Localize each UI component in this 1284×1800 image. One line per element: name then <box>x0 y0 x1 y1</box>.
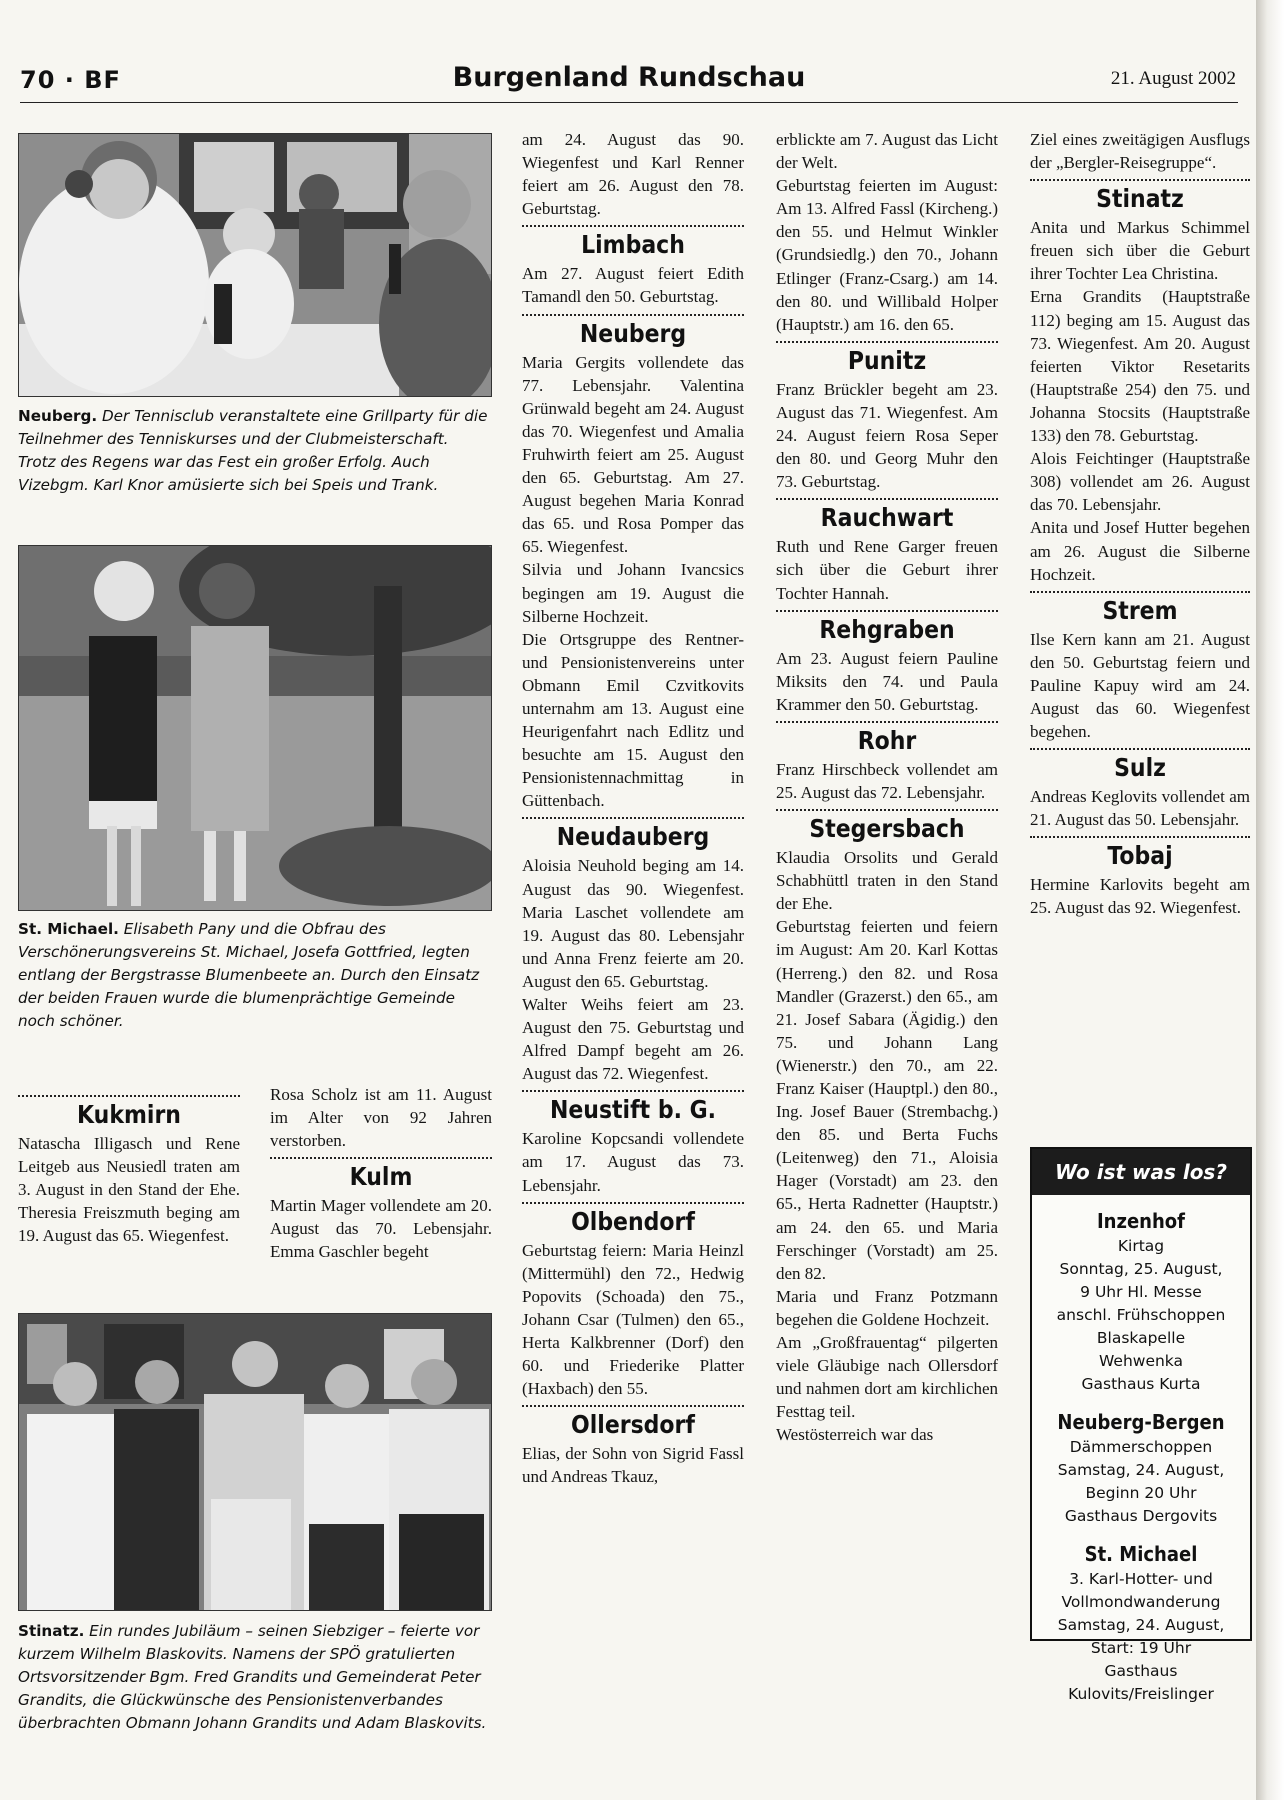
event-line: Gasthaus Dergovits <box>1064 1507 1218 1525</box>
dotted-separator <box>270 1157 492 1159</box>
event-town: St. Michael <box>1084 1542 1198 1566</box>
caption-place: St. Michael. <box>18 920 119 938</box>
article-text: erblickte am 7. August das Licht der Welt. <box>776 130 998 173</box>
dotted-separator <box>522 1090 744 1092</box>
article-text: am 24. August das 90. Wiegenfest und Karl Renner feiert am 26. August den 78. Geburtstag. <box>522 130 744 219</box>
event-line: 9 Uhr Hl. Messe <box>1080 1283 1202 1301</box>
article-text: Elias, der Sohn von Sigrid Fassl und Andreas Tkauz, <box>522 1444 744 1487</box>
dotted-separator <box>1030 179 1250 181</box>
photo-neuberg-grillparty <box>18 133 492 397</box>
column-a <box>18 1090 240 1247</box>
town-heading: Punitz <box>847 345 927 375</box>
column-2 <box>522 128 744 1489</box>
dotted-separator <box>18 1095 240 1097</box>
event-line: Dämmerschoppen <box>1069 1438 1213 1456</box>
section-strem <box>1030 591 1250 743</box>
column-4 <box>1030 128 1250 920</box>
dotted-separator <box>522 1405 744 1407</box>
dotted-separator <box>1030 748 1250 750</box>
event-line: Gasthaus <box>1104 1662 1178 1680</box>
article-text: Geburtstag feiern: Maria Heinzl (Mittermühl) den 72., Hedwig Popovits (Schoada) den 75., Johann Csar (Tulmen) den 65., Herta Kalkbrenner (Dorf) den 60. und Friederike Platter (Haxbach) den 55. <box>522 1240 744 1399</box>
event-neuberg-bergen <box>1032 1408 1250 1528</box>
column-3 <box>776 128 998 1447</box>
article-text: Ziel eines zweitägigen Ausflugs der „Bergler-Reisegruppe“. <box>1030 130 1250 173</box>
column-b <box>270 1083 492 1264</box>
town-heading: Rohr <box>857 725 917 755</box>
page-number: 70 · BF <box>20 66 121 94</box>
section-neudauberg <box>522 817 744 1085</box>
caption-text: Der Tennisclub veranstaltete eine Grillparty für die Teilnehmer des Tenniskurses und der Clubmeisterschaft. Trotz des Regens war das Fest ein großer Erfolg. Auch Vizebgm. Karl Knor amüsierte sich bei Speis und Trank. <box>18 407 488 494</box>
event-line: Blaskapelle <box>1096 1329 1186 1347</box>
caption-place: Neuberg. <box>18 407 98 425</box>
event-line: Samstag, 24. August, <box>1057 1461 1225 1479</box>
section-neustift <box>522 1090 744 1196</box>
town-heading: Sulz <box>1114 753 1166 783</box>
event-town: Neuberg-Bergen <box>1057 1410 1225 1434</box>
article-text: Maria und Franz Potzmann begehen die Goldene Hochzeit. <box>776 1286 998 1329</box>
dotted-separator <box>522 1202 744 1204</box>
article-text: Am 23. August feiern Pauline Miksits den 74. und Paula Krammer den 50. Geburtstag. <box>776 648 998 714</box>
article-text: Aloisia Neuhold beging am 14. August das 90. Wiegenfest. Maria Laschet vollendete am 19. August das 80. Lebensjahr und Anna Frenz feierte am 20. August den 65. Geburtstag. <box>522 856 744 991</box>
section-stegersbach <box>776 809 998 1446</box>
article-text: Alois Feichtinger (Hauptstraße 308) vollendet am 26. August das 70. Lebensjahr. <box>1030 449 1250 515</box>
town-heading: Kulm <box>349 1162 413 1192</box>
section-sulz <box>1030 748 1250 831</box>
town-heading: Stinatz <box>1096 184 1184 214</box>
event-line: Vollmondwanderung <box>1061 1593 1221 1611</box>
event-line: anschl. Frühschoppen <box>1056 1306 1226 1324</box>
town-heading: Strem <box>1102 595 1178 625</box>
town-heading: Stegersbach <box>809 814 965 844</box>
town-heading: Olbendorf <box>571 1206 695 1236</box>
article-text: Geburtstag feierten und feiern im August: Am 20. Karl Kottas (Herreng.) den 82. und Rosa Mandler (Grazerst.) den 65., am 21. Josef Sabara (Ägidig.) den 75. und Johann Lang (Wienerstr.) den 70., am 22. Franz Kaiser (Hauptpl.) den 80., Ing. Josef Bauer (Strembachg.) den 85. und Berta Fuchs (Leitenweg) den 71., Aloisia Hager (Vorstadt) am 23. den 65., Herta Radnetter (Hauptstr.) am 24. den 65. und Maria Ferschinger (Vorstadt) am 25. den 82. <box>776 917 998 1283</box>
event-line: 3. Karl-Hotter- und <box>1069 1570 1213 1588</box>
event-line: Samstag, 24. August, <box>1057 1616 1225 1634</box>
section-neuberg <box>522 314 744 813</box>
article-text: Klaudia Orsolits und Gerald Schabhüttl traten in den Stand der Ehe. <box>776 848 998 914</box>
caption-st-michael <box>18 918 490 1033</box>
event-line: Start: 19 Uhr <box>1090 1639 1192 1657</box>
photo-stinatz-image <box>19 1314 491 1610</box>
town-heading: Rauchwart <box>820 503 954 533</box>
dotted-separator <box>776 610 998 612</box>
dotted-separator <box>522 225 744 227</box>
article-text: Die Ortsgruppe des Rentner- und Pensionistenvereins unter Obmann Emil Czvitkovits unternahm am 13. August eine Heurigenfahrt nach Edlitz und besuchte am 15. August den Pensionistennachmittag in Güttenbach. <box>522 629 744 811</box>
issue-date: 21. August 2002 <box>1110 68 1236 89</box>
section-limbach <box>522 225 744 308</box>
section-stinatz <box>1030 179 1250 586</box>
caption-stinatz <box>18 1620 490 1735</box>
caption-neuberg <box>18 405 490 497</box>
event-town: Inzenhof <box>1096 1209 1186 1233</box>
caption-place: Stinatz. <box>18 1622 85 1640</box>
dotted-separator <box>776 341 998 343</box>
section-ollersdorf <box>522 1405 744 1488</box>
article-text: Natascha Illigasch und Rene Leitgeb aus Neusiedl traten am 3. August in den Stand der Ehe. Theresia Freiszmuth beging am 19. August das 65. Wiegenfest. <box>18 1134 240 1246</box>
section-rehgraben <box>776 610 998 716</box>
article-text: Franz Hirschbeck vollendet am 25. August das 72. Lebensjahr. <box>776 759 998 802</box>
events-box <box>1030 1147 1252 1703</box>
dotted-separator <box>776 809 998 811</box>
event-line: Kirtag <box>1117 1237 1165 1255</box>
section-rohr <box>776 721 998 804</box>
article-text: Franz Brückler begeht am 23. August das 71. Wiegenfest. Am 24. August feiern Rosa Seper den 80. und Georg Muhr den 73. Geburtstag. <box>776 379 998 492</box>
caption-text: Elisabeth Pany und die Obfrau des Verschönerungsvereins St. Michael, Josefa Gottfried, legten entlang der Bergstrasse Blumenbeete an. Durch den Einsatz der beiden Frauen wurde die blumenprächtige Gemeinde noch schöner. <box>18 920 480 1030</box>
article-text: Karoline Kopcsandi vollendete am 17. August das 73. Lebensjahr. <box>522 1129 744 1195</box>
dotted-separator <box>776 498 998 500</box>
article-text: Geburtstag feierten im August: Am 13. Alfred Fassl (Kircheng.) den 55. und Helmut Winkler (Grundsiedlg.) den 70., Johann Etlinger (Franz-Csarg.) am 14. den 80. und Willibald Holper (Hauptstr.) am 16. den 65. <box>776 176 998 334</box>
town-heading: Rehgraben <box>819 614 955 644</box>
photo-stinatz <box>18 1313 492 1611</box>
article-text: Ilse Kern kann am 21. August den 50. Geburtstag feiern und Pauline Kapuy wird am 24. August das 60. Wiegenfest begehen. <box>1030 629 1250 742</box>
section-olbendorf <box>522 1202 744 1401</box>
article-text: Westösterreich war das <box>776 1425 934 1445</box>
event-line: Kulovits/Freislinger <box>1068 1685 1214 1703</box>
photo-st-michael-image <box>19 546 491 910</box>
dotted-separator <box>522 314 744 316</box>
article-text: Martin Mager vollendete am 20. August das 70. Lebensjahr. Emma Gaschler begeht <box>270 1196 492 1262</box>
town-heading: Tobaj <box>1107 841 1173 871</box>
dotted-separator <box>522 817 744 819</box>
event-line: Sonntag, 25. August, <box>1059 1260 1223 1278</box>
event-line: Gasthaus Kurta <box>1081 1375 1201 1393</box>
section-rauchwart <box>776 498 998 604</box>
events-box-title: Wo ist was los? <box>1032 1149 1250 1195</box>
article-text: Anita und Markus Schimmel freuen sich über die Geburt ihrer Tochter Lea Christina. <box>1030 218 1250 284</box>
town-heading: Neudauberg <box>556 822 710 852</box>
article-text: Silvia und Johann Ivancsics begingen am 19. August die Silberne Hochzeit. <box>522 560 744 626</box>
article-text: Ruth und Rene Garger freuen sich über die Geburt ihrer Tochter Hannah. <box>776 537 998 603</box>
article-text: Am 27. August feiert Edith Tamandl den 50. Geburtstag. <box>522 264 744 307</box>
town-heading: Neustift b. G. <box>549 1095 717 1125</box>
publication-title: Burgenland Rundschau <box>452 62 806 93</box>
section-kukmirn <box>18 1095 240 1247</box>
event-line: Beginn 20 Uhr <box>1085 1484 1197 1502</box>
dotted-separator <box>1030 836 1250 838</box>
town-heading: Ollersdorf <box>571 1410 695 1440</box>
section-punitz <box>776 341 998 493</box>
section-kulm <box>270 1157 492 1263</box>
town-heading: Kukmirn <box>77 1100 181 1129</box>
caption-text: Ein rundes Jubiläum – seinen Siebziger – feierte vor kurzem Wilhelm Blaskovits. Namens der SPÖ gratulierten Ortsvorsitzender Bgm. Fred Grandits und Gemeinderat Peter Grandits, die Glückwünsche des Pensionistenverbandes überbrachten Obmann Johann Grandits und Adam Blaskovits. <box>18 1622 487 1732</box>
article-text: Hermine Karlovits begeht am 25. August das 92. Wiegenfest. <box>1030 875 1250 918</box>
event-line: Wehwenka <box>1098 1352 1184 1370</box>
article-text: Am „Großfrauentag“ pilgerten viele Gläubige nach Ollersdorf und nahmen dort am kirchlichen Festtag teil. <box>776 1333 998 1422</box>
dotted-separator <box>1030 591 1250 593</box>
town-heading: Limbach <box>581 230 685 260</box>
article-text: Erna Grandits (Hauptstraße 112) beging am 15. August das 73. Wiegenfest. Am 20. August feierten Viktor Resetarits (Hauptstraße 254) den 75. und Johanna Stocsits (Hauptstraße 133) den 78. Geburtstag. <box>1030 287 1250 446</box>
article-text: Maria Gergits vollendete das 77. Lebensjahr. Valentina Grünwald begeht am 24. August das 70. Wiegenfest und Amalia Fruhwirth feiert am 25. August den 65. Geburtstag. Am 27. August begehen Maria Konrad das 65. und Rosa Pomper das 65. Wiegenfest. <box>522 352 744 557</box>
article-text: Walter Weihs feiert am 23. August den 75. Geburtstag und Alfred Dampf begeht am 26. August das 72. Wiegenfest. <box>522 995 744 1084</box>
page-header <box>20 62 1238 103</box>
article-text: Anita und Josef Hutter begehen am 26. August die Silberne Hochzeit. <box>1030 518 1250 584</box>
event-inzenhof <box>1032 1207 1250 1396</box>
article-text: Andreas Keglovits vollendet am 21. August das 50. Lebensjahr. <box>1030 787 1250 830</box>
photo-st-michael <box>18 545 492 911</box>
town-heading: Neuberg <box>579 318 687 348</box>
section-tobaj <box>1030 836 1250 919</box>
page-edge-shadow <box>1256 0 1284 1800</box>
article-text: Rosa Scholz ist am 11. August im Alter von 92 Jahren verstorben. <box>270 1085 492 1151</box>
dotted-separator <box>776 721 998 723</box>
event-st-michael <box>1032 1540 1250 1706</box>
photo-neuberg-image <box>19 134 491 396</box>
